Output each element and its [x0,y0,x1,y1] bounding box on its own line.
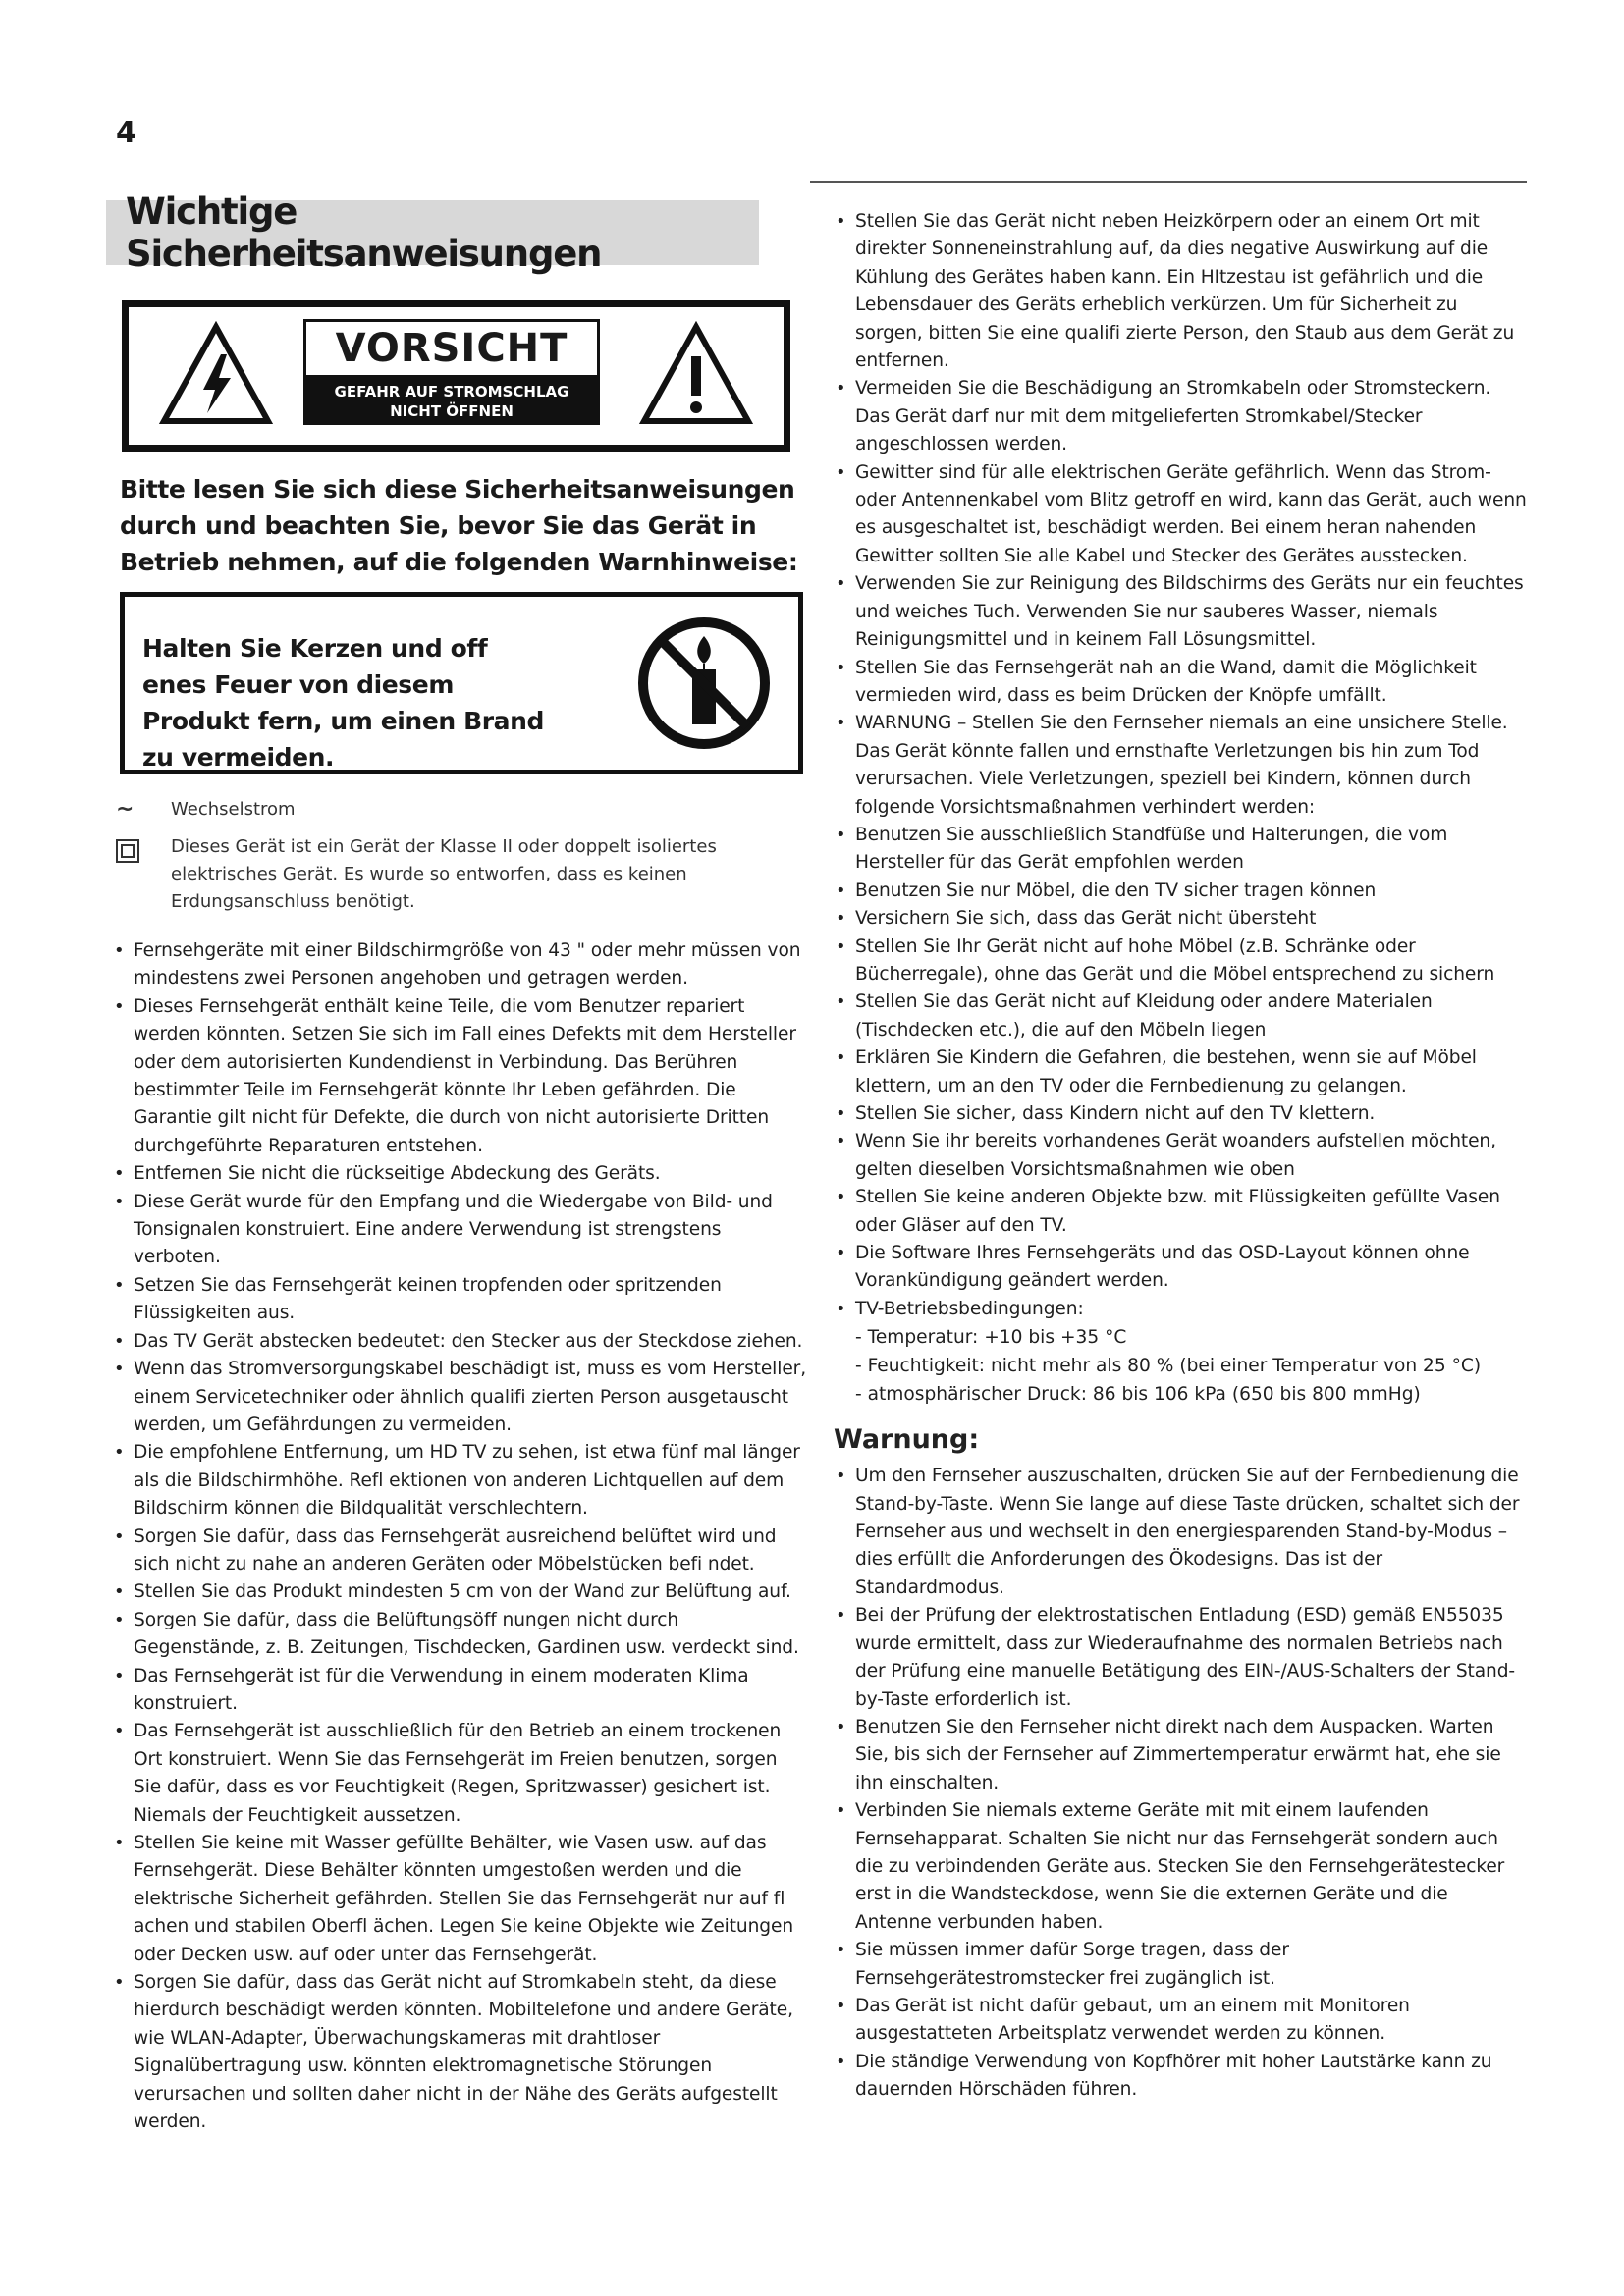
safety-bullet: • Vermeiden Sie die Beschädigung an Stromkabeln oder Stromsteckern. Das Gerät darf nur mit dem mitgelieferten Stromkabel/Stecker angeschlossen werden. [828,375,1527,458]
safety-bullet: • Dieses Fernsehgerät enthält keine Teile, die vom Benutzer repariert werden könnten. Setzen Sie sich im Fall eines Defekts mit dem Hersteller oder dem autorisierten Kundendienst in Verbindung. Das Berühren bestimmter Teile im Fernsehgerät könnte Ihr Leben gefährden. Die Garantie gilt nicht für Defekte, die durch von nicht autorisierte Dritten durchgeführte Reparaturen entstehen. [106,993,808,1160]
class-ii-double-insulation-icon [116,839,139,872]
candle-warning-text: Halten Sie Kerzen und off enes Feuer von diesem Produkt fern, um einen Brand zu vermeiden. [142,634,545,772]
safety-bullet: • WARNUNG – Stellen Sie den Fernseher niemals an eine unsichere Stelle. Das Gerät könnte fallen und ernsthafte Verletzungen bis hin zum Tod verursachen. Viele Verletzungen, speziell bei Kindern, können durch folgende Vorsichtsmaßnahmen verhindert werden: [828,710,1527,822]
ac-symbol-row [106,796,808,824]
safety-bullet: • Sorgen Sie dafür, dass das Gerät nicht auf Stromkabeln steht, da diese hierdurch beschädigt werden könnten. Mobiltelefone und andere Geräte, wie WLAN-Adapter, Überwachungskameras mit drahtloser Signalübertragung usw. könnten elektromagnetische Störungen verursachen und sollten daher nicht in der Nähe des Geräts aufgestellt werden. [106,1969,808,2136]
safety-bullet: • Sorgen Sie dafür, dass das Fernsehgerät ausreichend belüftet wird und sich nicht zu nahe an anderen Geräten oder Möbelstücken befi ndet. [106,1523,808,1579]
safety-bullet: • Das Fernsehgerät ist ausschließlich für den Betrieb an einem trockenen Ort konstruiert. Wenn Sie das Fernsehgerät im Freien benutzen, sorgen Sie dafür, dass es vor Feuchtigkeit (Regen, Spritzwasser) gesichert ist. Niemals der Feuchtigkeit aussetzen. [106,1718,808,1830]
top-divider [810,181,1527,183]
operating-condition: - Feuchtigkeit: nicht mehr als 80 % (bei einer Temperatur von 25 °C) [855,1352,1527,1380]
safety-bullet: • Entfernen Sie nicht die rückseitige Abdeckung des Geräts. [106,1160,808,1188]
safety-bullet: • Verwenden Sie zur Reinigung des Bildschirms des Geräts nur ein feuchtes und weiches Tuch. Verwenden Sie nur sauberes Wasser, niemals Reinigungsmittel und in keinem Fall Lösungsmittel. [828,570,1527,654]
warning-bullet: • Um den Fernseher auszuschalten, drücken Sie auf der Fernbedienung die Stand-by-Taste. Wenn Sie lange auf diese Taste drücken, schaltet sich der Fernseher aus und wechselt in den energiesparenden Stand-by-Modus – dies erfüllt die Anforderungen des Ökodesigns. Das ist der Standardmodus. [828,1463,1527,1602]
safety-bullet: • Die empfohlene Entfernung, um HD TV zu sehen, ist etwa fünf mal länger als die Bildschirmhöhe. Refl ektionen von anderen Lichtquellen auf dem Bildschirm können die Bildqualität verschlechtern. [106,1439,808,1522]
right-column [828,208,1527,2105]
safety-bullet: • Fernsehgeräte mit einer Bildschirmgröße von 43 " oder mehr müssen von mindestens zwei Personen angehoben und getragen werden. [106,937,808,993]
safety-bullet: • Die Software Ihres Fernsehgeräts und das OSD-Layout können ohne Vorankündigung geändert werden. [828,1240,1527,1296]
safety-bullet: • Stellen Sie das Fernsehgerät nah an die Wand, damit die Möglichkeit vermieden wird, dass es beim Drücken der Knöpfe umfällt. [828,655,1527,711]
page-number: 4 [116,116,136,150]
right-safety-list [828,208,1527,1323]
safety-bullet: • Benutzen Sie ausschließlich Standfüße und Halterungen, die vom Hersteller für das Gerät empfohlen werden [828,822,1527,878]
class2-description: Dieses Gerät ist ein Gerät der Klasse II oder doppelt isoliertes elektrisches Gerät. Es wurde so entworfen, dass es keinen Erdungsanschluss benötigt. [171,836,717,912]
safety-bullet: • Stellen Sie das Gerät nicht auf Kleidung oder andere Materialen (Tischdecken etc.), die auf den Möbeln liegen [828,988,1527,1044]
alternating-current-icon: ~ [116,797,135,822]
warning-list [828,1463,1527,2104]
safety-bullet: • TV-Betriebsbedingungen: [828,1296,1527,1323]
safety-bullet: • Gewitter sind für alle elektrischen Geräte gefährlich. Wenn das Strom- oder Antennenkabel vom Blitz getroff en wird, kann das Gerät, auch wenn es ausgeschaltet ist, beschädigt werden. Bei einem heran nahenden Gewitter sollten Sie alle Kabel und Stecker des Gerätes ausstecken. [828,459,1527,571]
class2-symbol-row [106,833,808,916]
warning-bullet: • Verbinden Sie niemals externe Geräte mit mit einem laufenden Fernsehapparat. Schalten Sie nicht nur das Fernsehgerät sondern auch die zu verbindenden Geräte aus. Stecken Sie den Fernsehgerätestecker erst in die Wandsteckdose, wenn Sie die externen Geräte und die Antenne verbunden haben. [828,1797,1527,1937]
caution-subtitle [303,378,600,425]
safety-bullet: • Benutzen Sie nur Möbel, die den TV sicher tragen können [828,878,1527,905]
safety-bullet: • Das TV Gerät abstecken bedeutet: den Stecker aus der Steckdose ziehen. [106,1328,808,1356]
safety-bullet: • Stellen Sie das Produkt mindesten 5 cm von der Wand zur Belüftung auf. [106,1578,808,1606]
left-safety-list [106,937,808,2136]
warning-bullet: • Die ständige Verwendung von Kopfhörer mit hoher Lautstärke kann zu dauernden Hörschäden führen. [828,2049,1527,2105]
safety-bullet: • Wenn Sie ihr bereits vorhandenes Gerät woanders aufstellen möchten, gelten dieselben Vorsichtsmaßnahmen wie oben [828,1128,1527,1184]
warning-heading: Warnung: [834,1424,980,1456]
warning-bullet: • Das Gerät ist nicht dafür gebaut, um an einem mit Monitoren ausgestatteten Arbeitsplatz verwendet werden zu können. [828,1993,1527,2049]
read-first-notice: Bitte lesen Sie sich diese Sicherheitsanweisungen durch und beachten Sie, bevor Sie das Gerät in Betrieb nehmen, auf die folgenden Warnhinweise: [120,475,798,576]
caution-label [122,300,790,452]
operating-condition: - Temperatur: +10 bis +35 °C [855,1323,1527,1352]
operating-condition: - atmosphärischer Druck: 86 bis 106 kPa (650 bis 800 mmHg) [855,1380,1527,1409]
caution-title: VORSICHT [303,319,600,378]
safety-bullet: • Stellen Sie das Gerät nicht neben Heizkörpern oder an einem Ort mit direkter Sonneneinstrahlung auf, da dies negative Auswirkung auf die Kühlung des Gerätes haben kann. Ein HItzestau ist gefährlich und die Lebensdauer des Geräts erheblich verkürzen. Um für Sicherheit zu sorgen, bitten Sie eine qualifi zierte Person, den Staub aus dem Gerät zu entfernen. [828,208,1527,375]
safety-bullet: • Erklären Sie Kindern die Gefahren, die bestehen, wenn sie auf Möbel klettern, um an den TV oder die Fernbedienung zu gelangen. [828,1044,1527,1100]
exclamation-warning-icon [638,321,754,427]
safety-bullet: • Sorgen Sie dafür, dass die Belüftungsöff nungen nicht durch Gegenstände, z. B. Zeitungen, Tischdecken, Gardinen usw. verdeckt sind. [106,1607,808,1663]
caution-center [303,319,600,425]
safety-bullet: • Stellen Sie keine anderen Objekte bzw. mit Flüssigkeiten gefüllte Vasen oder Gläser auf den TV. [828,1184,1527,1240]
electric-shock-warning-icon [158,321,274,427]
page-title: Wichtige Sicherheitsanweisungen [106,200,759,265]
safety-bullet: • Das Fernsehgerät ist für die Verwendung in einem moderaten Klima konstruiert. [106,1663,808,1719]
safety-bullet: • Setzen Sie das Fernsehgerät keinen tropfenden oder spritzenden Flüssigkeiten aus. [106,1272,808,1328]
warning-bullet: • Sie müssen immer dafür Sorge tragen, dass der Fernsehgerätestromstecker frei zugänglich ist. [828,1937,1527,1993]
candle-warning-box [120,592,803,774]
safety-bullet: • Stellen Sie sicher, dass Kindern nicht auf den TV klettern. [828,1100,1527,1128]
operating-conditions-list [828,1323,1527,1409]
warning-bullet: • Benutzen Sie den Fernseher nicht direkt nach dem Auspacken. Warten Sie, bis sich der Fernseher auf Zimmertemperatur erwärmt hat, ehe sie ihn einschalten. [828,1714,1527,1797]
safety-bullet: • Stellen Sie Ihr Gerät nicht auf hohe Möbel (z.B. Schränke oder Bücherregale), ohne das Gerät und die Möbel entsprechend zu sichern [828,934,1527,989]
warning-bullet: • Bei der Prüfung der elektrostatischen Entladung (ESD) gemäß EN55035 wurde ermittelt, dass zur Wiederaufnahme des normalen Betriebs nach der Prüfung eine manuelle Betätigung des EIN-/AUS-Schalters der Stand-by-Taste erforderlich ist. [828,1602,1527,1714]
ac-label: Wechselstrom [171,799,296,820]
left-column [106,190,808,2136]
safety-bullet: • Wenn das Stromversorgungskabel beschädigt ist, muss es vom Hersteller, einem Servicetechniker oder ähnlich qualifi zierten Person ausgetauscht werden, um Gefährdungen zu vermeiden. [106,1356,808,1439]
caution-subtitle-line2: NICHT ÖFFNEN [390,402,514,420]
safety-bullet: • Versichern Sie sich, dass das Gerät nicht übersteht [828,905,1527,933]
safety-bullet: • Diese Gerät wurde für den Empfang und die Wiedergabe von Bild- und Tonsignalen konstruiert. Eine andere Verwendung ist strengstens verboten. [106,1189,808,1272]
safety-bullet: • Stellen Sie keine mit Wasser gefüllte Behälter, wie Vasen usw. auf das Fernsehgerät. Diese Behälter könnten umgestoßen werden und die elektrische Sicherheit gefährden. Stellen Sie das Fernsehgerät nur auf fl achen und stabilen Oberfl ächen. Legen Sie keine Objekte wie Zeitungen oder Decken usw. auf oder unter das Fernsehgerät. [106,1830,808,1969]
caution-subtitle-line1: GEFAHR AUF STROMSCHLAG [334,383,569,400]
no-open-flame-icon [635,614,773,752]
